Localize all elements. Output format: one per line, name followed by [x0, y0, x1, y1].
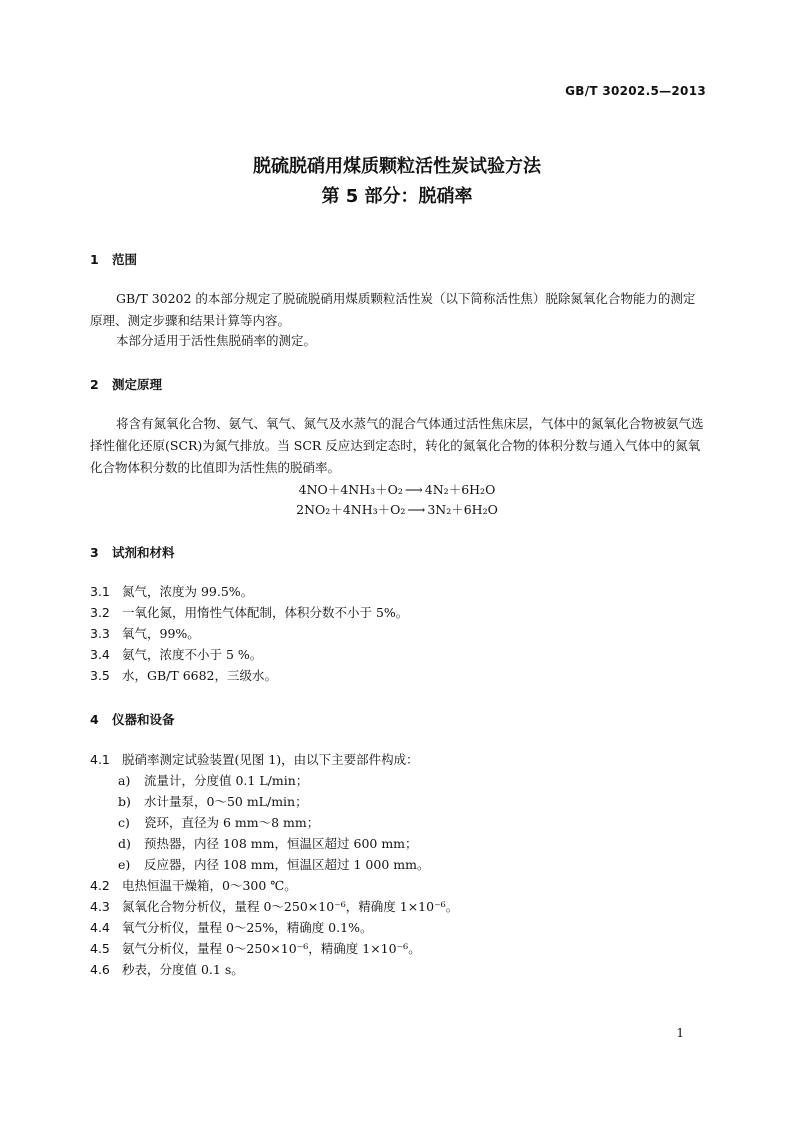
- sub-list-item: [118, 834, 418, 852]
- sub-item-text: 反应器，内径 108 mm，恒温区超过 1 000 mm。: [144, 857, 430, 872]
- list-item: [90, 960, 244, 978]
- equation-lhs: 2NO₂＋4NH₃＋O₂: [296, 502, 406, 517]
- item-number: 4.2: [90, 878, 110, 893]
- sub-item-label: a): [118, 773, 131, 788]
- sub-item-label: c): [118, 815, 130, 830]
- section-number: 1: [90, 252, 99, 267]
- item-text: 氮气，浓度为 99.5%。: [122, 584, 254, 599]
- section-title: 试剂和材料: [112, 545, 175, 560]
- sub-item-text: 预热器，内径 108 mm，恒温区超过 600 mm；: [144, 836, 418, 851]
- equation: [0, 480, 794, 498]
- section-title: 范围: [112, 252, 138, 267]
- sub-list-item: [118, 855, 429, 873]
- section-heading: [90, 543, 175, 561]
- item-text: 秒表，分度值 0.1 s。: [122, 962, 244, 977]
- item-number: 3.1: [90, 584, 110, 599]
- equation-rhs: 3N₂＋6H₂O: [427, 502, 498, 517]
- reaction-arrow-icon: ⟶: [404, 482, 423, 497]
- section-number: 4: [90, 712, 99, 727]
- reaction-arrow-icon: ⟶: [407, 502, 426, 517]
- sub-list-item: [118, 792, 308, 810]
- item-number: 4.4: [90, 920, 110, 935]
- item-number: 3.3: [90, 626, 110, 641]
- paragraph: GB/T 30202 的本部分规定了脱硫脱硝用煤质颗粒活性炭（以下简称活性焦）脱除氮氧化合物能力的测定原理、测定步骤和结果计算等内容。: [90, 291, 696, 328]
- section-number: 3: [90, 545, 99, 560]
- list-item: [90, 645, 262, 663]
- section-heading: [90, 710, 175, 728]
- item-number: 4.1: [90, 752, 110, 767]
- sub-item-text: 流量计，分度值 0.1 L/min；: [144, 773, 309, 788]
- item-text: 脱硝率测定试验装置(见图 1)，由以下主要部件构成：: [122, 752, 419, 767]
- item-text: 水，GB/T 6682，三级水。: [122, 668, 278, 683]
- equation: [0, 500, 794, 518]
- page-number: 1: [676, 1026, 684, 1040]
- list-item: [90, 939, 421, 957]
- sub-list-item: [118, 813, 319, 831]
- section-title: 测定原理: [112, 377, 163, 392]
- equation-rhs: 4N₂＋6H₂O: [424, 482, 496, 497]
- item-number: 4.5: [90, 941, 110, 956]
- sub-item-label: b): [118, 794, 131, 809]
- item-text: 氨气分析仪，量程 0～250×10⁻⁶，精确度 1×10⁻⁶。: [122, 941, 421, 956]
- section-heading: [90, 250, 137, 268]
- item-text: 氧气，99%。: [122, 626, 200, 641]
- list-item: [90, 876, 297, 894]
- standard-code: GB/T 30202.5—2013: [565, 84, 706, 98]
- sub-list-item: [118, 771, 308, 789]
- sub-item-label: d): [118, 836, 131, 851]
- list-item: [90, 666, 277, 684]
- section-title: 仪器和设备: [112, 712, 175, 727]
- sub-item-text: 水计量泵，0～50 mL/min；: [144, 794, 308, 809]
- item-number: 3.2: [90, 605, 110, 620]
- section-heading: [90, 375, 162, 393]
- list-item: [90, 750, 419, 768]
- item-text: 氧气分析仪，量程 0～25%，精确度 0.1%。: [122, 920, 373, 935]
- item-text: 氮氧化合物分析仪，量程 0～250×10⁻⁶，精确度 1×10⁻⁶。: [122, 899, 459, 914]
- document-title: 脱硫脱硝用煤质颗粒活性炭试验方法: [253, 156, 541, 177]
- sub-item-text: 瓷环，直径为 6 mm～8 mm；: [144, 815, 320, 830]
- list-item: [90, 582, 253, 600]
- item-text: 氨气，浓度不小于 5 %。: [122, 647, 263, 662]
- list-item: [90, 603, 408, 621]
- list-item: [90, 897, 458, 915]
- item-number: 4.3: [90, 899, 110, 914]
- item-text: 一氧化氮，用惰性气体配制，体积分数不小于 5%。: [122, 605, 409, 620]
- item-number: 3.4: [90, 647, 110, 662]
- list-item: [90, 624, 200, 642]
- item-text: 电热恒温干燥箱，0～300 ℃。: [122, 878, 297, 893]
- equation-lhs: 4NO＋4NH₃＋O₂: [298, 482, 403, 497]
- paragraph: 本部分适用于活性焦脱硝率的测定。: [116, 333, 317, 348]
- document-subtitle: 第 5 部分：脱硝率: [321, 186, 473, 207]
- item-number: 4.6: [90, 962, 110, 977]
- paragraph: 将含有氮氧化合物、氨气、氧气、氮气及水蒸气的混合气体通过活性焦床层，气体中的氮氧化合物被氨气选择性催化还原(SCR)为氮气排放。当 SCR 反应达到定态时，转化的氮氧化合物的体积分数与通入气体中的氮氧化合物体积分数的比值即为活性焦的脱硝率。: [90, 416, 704, 475]
- list-item: [90, 918, 372, 936]
- sub-item-label: e): [118, 857, 131, 872]
- section-number: 2: [90, 377, 99, 392]
- item-number: 3.5: [90, 668, 110, 683]
